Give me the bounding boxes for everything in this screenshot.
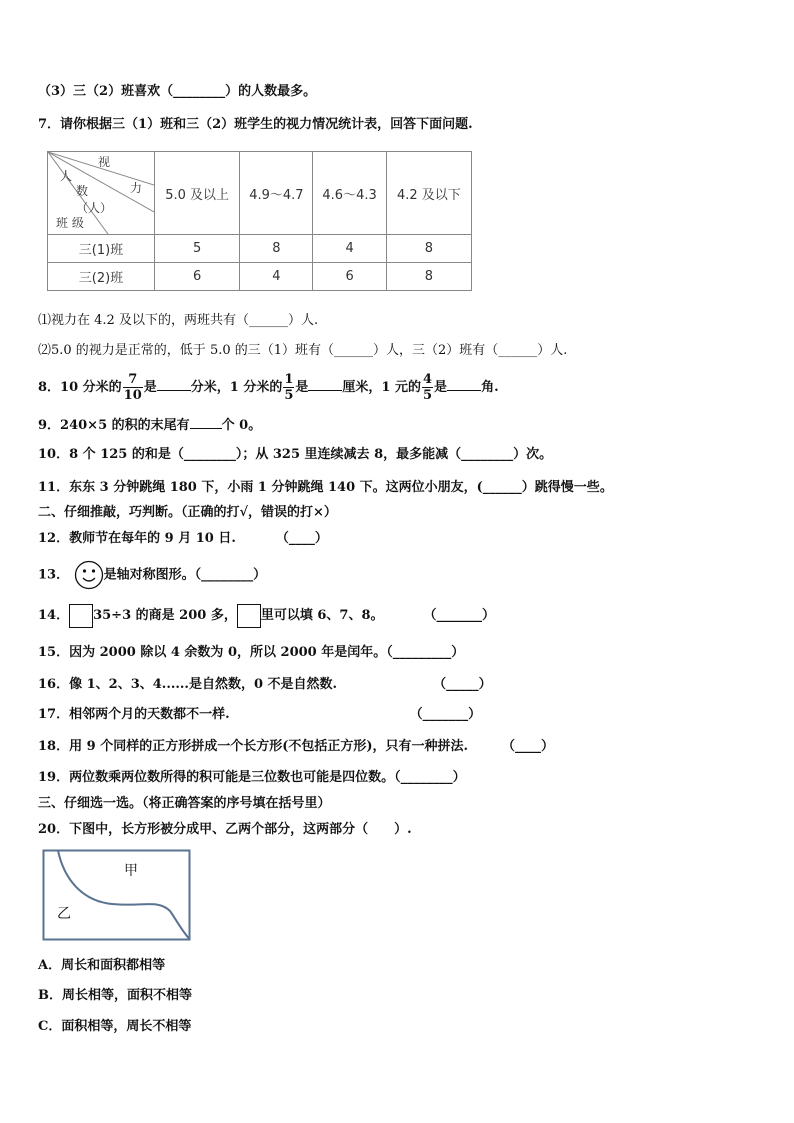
blank-line — [190, 416, 222, 429]
corner-ren: 人 — [60, 169, 73, 183]
q13: 13． 是轴对称图形。（________） — [38, 560, 266, 590]
corner-shi: 视 — [98, 155, 111, 169]
vision-table — [47, 151, 472, 291]
option-b: B．周长相等，面积不相等 — [38, 988, 192, 1003]
q17: 17．相邻两个月的天数都不一样. （_______） — [38, 707, 482, 722]
option-a: A．周长和面积都相等 — [38, 958, 166, 973]
q19: 19．两位数乘两位数所得的积可能是三位数也可能是四位数。（________） — [38, 770, 466, 785]
region-yi-label: 乙 — [57, 906, 71, 922]
corner-unit: （人） — [76, 201, 113, 215]
q7-title: 7．请你根据三（1）班和三（2）班学生的视力情况统计表，回答下面问题. — [38, 117, 473, 132]
table-cell: 6 — [313, 263, 386, 291]
region-jia-label: 甲 — [124, 863, 138, 879]
row-label: 三(1)班 — [48, 235, 155, 263]
table-cell: 8 — [386, 263, 471, 291]
section-3-heading: 三、仔细选一选。（将正确答案的序号填在括号里） — [38, 796, 331, 811]
corner-shu: 数 — [76, 184, 89, 198]
blank-box — [237, 604, 261, 628]
header-cell: 4.2 及以下 — [386, 152, 471, 235]
table-row — [48, 263, 472, 291]
table-cell: 4 — [313, 235, 386, 263]
table-corner-cell — [48, 152, 155, 235]
header-cell: 4.9～4.7 — [240, 152, 313, 235]
blank-line — [308, 378, 342, 391]
fraction-1-5: $\frac{1}{5}$ — [284, 372, 294, 403]
row-label: 三(2)班 — [48, 263, 155, 291]
q16: 16．像 1、2、3、4......是自然数，0 不是自然数. （_____） — [38, 677, 492, 692]
blank-line — [157, 378, 191, 391]
q12: 12．教师节在每年的 9 月 10 日. （____） — [38, 531, 328, 546]
blank-box — [69, 604, 93, 628]
corner-li: 力 — [130, 181, 143, 195]
q8: 8．10 分米的 $\frac{7}{10}$ 是 分米，1 分米的 $\frac{1}{5}$ 是 厘米，1 元的 $\frac{4}{5}$ 是 角. — [38, 372, 499, 403]
q18: 18．用 9 个同样的正方形拼成一个长方形(不包括正方形)，只有一种拼法. （____） — [38, 739, 555, 754]
q10: 10．8 个 125 的和是（________）；从 325 里连续减去 8，最多能减（________）次。 — [38, 447, 553, 462]
q14: 14． 35÷3 的商是 200 多， 里可以填 6、7、8。 （_______） — [38, 603, 495, 629]
table-cell: 8 — [240, 235, 313, 263]
q15: 15．因为 2000 除以 4 余数为 0，所以 2000 年是闰年。（_________） — [38, 645, 465, 660]
q6-part3: （3）三（2）班喜欢（________）的人数最多。 — [38, 84, 317, 99]
q11: 11．东东 3 分钟跳绳 180 下，小雨 1 分钟跳绳 140 下。这两位小朋友，(______）跳得慢一些。 — [38, 480, 613, 495]
blank-line — [447, 378, 481, 391]
corner-ban: 班 级 — [56, 216, 84, 230]
fraction-7-10: $\frac{7}{10}$ — [123, 372, 142, 403]
q7-sub1: ⑴视力在 4.2 及以下的，两班共有（______）人. — [38, 313, 319, 328]
table-cell: 6 — [155, 263, 240, 291]
option-c: C．面积相等，周长不相等 — [38, 1019, 192, 1034]
divided-rectangle-figure — [42, 849, 192, 942]
header-cell: 4.6～4.3 — [313, 152, 386, 235]
table-cell: 8 — [386, 235, 471, 263]
table-row — [48, 235, 472, 263]
q7-sub2: ⑵5.0 的视力是正常的，低于 5.0 的三（1）班有（______）人，三（2）班有（______）人. — [38, 343, 568, 358]
fraction-4-5: $\frac{4}{5}$ — [423, 372, 433, 403]
q20: 20．下图中，长方形被分成甲、乙两个部分，这两部分（ ）. — [38, 822, 412, 837]
table-cell: 5 — [155, 235, 240, 263]
smiley-face-icon — [74, 560, 104, 590]
header-cell: 5.0 及以上 — [155, 152, 240, 235]
table-cell: 4 — [240, 263, 313, 291]
section-2-heading: 二、仔细推敲，巧判断。（正确的打√，错误的打×） — [38, 505, 337, 520]
q9: 9．240×5 的积的末尾有 个 0。 — [38, 418, 262, 433]
